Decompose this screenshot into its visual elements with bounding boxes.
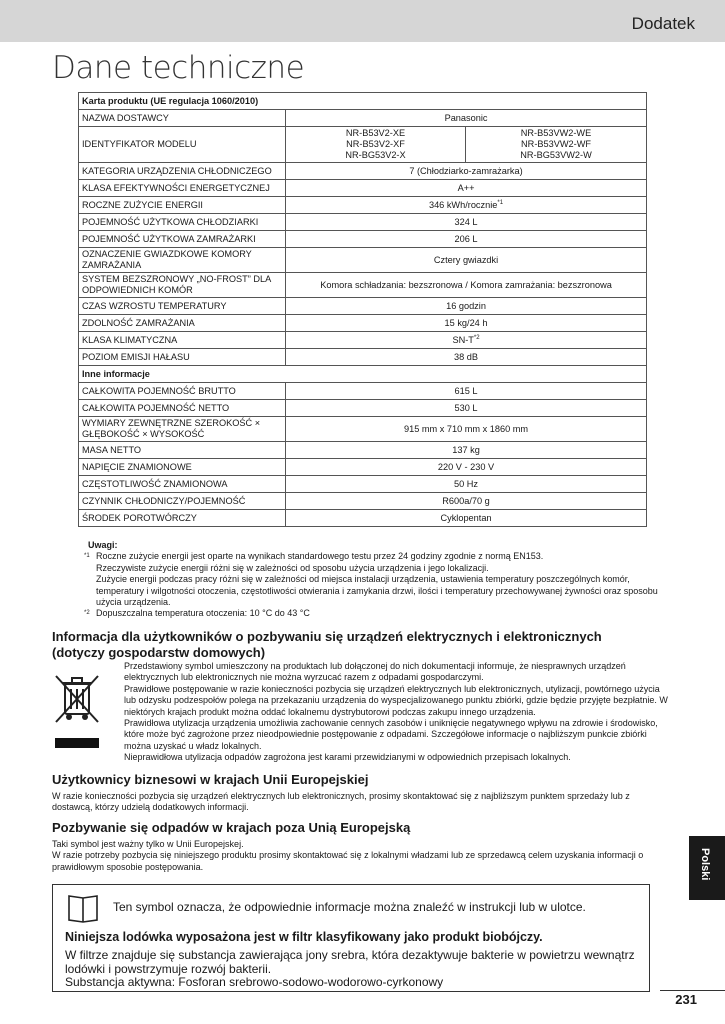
row-value-cell [286,110,647,127]
table-row [79,110,647,127]
row-value-cell [286,349,647,366]
row-label: CZĘSTOTLIWOŚĆ ZNAMIONOWA [79,476,286,493]
row-label: POJEMNOŚĆ UŻYTKOWA CHŁODZIARKI [79,214,286,231]
row-value-cell [286,442,647,459]
row-value-cell [286,197,647,214]
table-row [79,510,647,527]
row-value: 220 V - 230 V [437,461,495,472]
table-row [79,180,647,197]
row-value: 7 (Chłodziarko-zamrażarka) [409,165,523,176]
row-value-cell [286,315,647,332]
biocide-text: W filtrze znajduje się substancja zawierająca jony srebra, która dezaktywuje bakterie w powietrzu wewnątrz lodówki i powstrzymuje rozwój bakterii. Substancja aktywna: Fosforan srebrowo-sodowo-wodorowo-cyrkonowy [65,948,635,989]
table-section-header [79,93,647,110]
row-label: KATEGORIA URZĄDZENIA CHŁODNICZEGO [79,163,286,180]
book-symbol-text: Ten symbol oznacza, że odpowiednie informacje można znaleźć w instrukcji lub w ulotce. [113,900,586,914]
row-value-cell [286,180,647,197]
table-row [79,127,647,163]
product-spec-table [78,92,647,527]
row-value: SN-T [452,335,474,346]
table-row [79,163,647,180]
row-value: 137 kg [452,444,480,455]
note-2-mark: *2 [84,610,90,617]
biocide-heading: Niniejsza lodówka wyposażona jest w filtr klasyfikowany jako produkt biobójczy. [65,930,543,944]
row-label: WYMIARY ZEWNĘTRZNE SZEROKOŚĆ × GŁĘBOKOŚĆ × WYSOKOŚĆ [79,417,286,442]
row-label: CZYNNIK CHŁODNICZY/POJEMNOŚĆ [79,493,286,510]
row-value: 346 kWh/rocznie [428,200,498,211]
page-number: 231 [675,992,697,1007]
row-value: 915 mm x 710 mm x 1860 mm [403,423,529,434]
table-row [79,332,647,349]
table-row [79,315,647,332]
row-value-cell [286,332,647,349]
note-1-mark: *1 [84,553,90,560]
row-value-cell [286,231,647,248]
table-section-header [79,366,647,383]
row-label: POJEMNOŚĆ UŻYTKOWA ZAMRAŻARKI [79,231,286,248]
outside-eu-text: Taki symbol jest ważny tylko w Unii Europejskej. W razie potrzeby pozbycia się niniejszego produktu prosimy skontaktować się z lokalnymi władzami lub ze sprzedawcą celem uzyskania informacji o prawidłowym sposobie postępowania. [52,839,644,872]
row-label: SYSTEM BEZSZRONOWY „NO-FROST” DLA ODPOWIEDNICH KOMÓR [79,273,286,298]
table-row [79,273,647,298]
row-value: 38 dB [454,351,479,362]
note-1 [84,551,664,608]
row-label: CAŁKOWITA POJEMNOŚĆ NETTO [79,400,286,417]
row-value: A++ [457,182,475,193]
row-value: Cyklopentan [440,512,492,523]
row-label: OZNACZENIE GWIAZDKOWE KOMORY ZAMRAŻANIA [79,248,286,273]
table-row [79,383,647,400]
table-row [79,214,647,231]
table-row [79,400,647,417]
row-value-cell [286,417,647,442]
row-value: R600a/70 g [442,495,490,506]
note-2 [84,608,664,619]
row-value-cell [286,248,647,273]
row-label: POZIOM EMISJI HAŁASU [79,349,286,366]
table-section-title: Karta produktu (UE regulacja 1060/2010) [79,93,647,110]
row-label: ZDOLNOŚĆ ZAMRAŻANIA [79,315,286,332]
language-tab-label: Polski [699,848,711,881]
row-value: 50 Hz [454,478,479,489]
footnote-mark: *2 [473,335,480,342]
table-row [79,349,647,366]
table-section-title: Inne informacje [79,366,647,383]
row-label: CAŁKOWITA POJEMNOŚĆ BRUTTO [79,383,286,400]
book-icon [67,893,99,923]
row-value: 16 godzin [446,300,486,311]
outside-eu-heading: Pozbywanie się odpadów w krajach poza Unią Europejską [52,820,411,835]
note-1-line: Roczne zużycie energii jest oparte na wynikach standardowego testu przez 24 godziny zgodnie z normą EN153. [96,551,544,562]
row-value-cell [286,163,647,180]
table-row [79,298,647,315]
row-value-cell [286,476,647,493]
row-label: ROCZNE ZUŻYCIE ENERGII [79,197,286,214]
language-tab [689,836,725,900]
header-bar [0,0,725,42]
table-row [79,231,647,248]
business-text: W razie konieczności pozbycia się urządzeń elektrycznych lub elektronicznych, prosimy skontaktować się z najbliższym punktem sprzedaży lub z dostawcą, którzy udzielą dodatkowych informacji. [52,791,630,813]
table-row [79,197,647,214]
row-value-cell [286,273,647,298]
row-value-cell [286,493,647,510]
row-value: Komora schładzania: bezszronowa / Komora zamrażania: bezszronowa [320,279,612,290]
row-value: 206 L [454,233,478,244]
notes [84,540,664,620]
row-value-cell [286,459,647,476]
row-value-cell [286,510,647,527]
table-row [79,493,647,510]
biocide-info-box [52,884,650,992]
row-value: NR-B53VW2-WE NR-B53VW2-WF NR-BG53VW2-W [466,127,647,163]
row-label: KLASA EFEKTYWNOŚCI ENERGETYCZNEJ [79,180,286,197]
row-label: CZAS WZROSTU TEMPERATURY [79,298,286,315]
row-value-cell [286,298,647,315]
row-value: Cztery gwiazdki [433,254,499,265]
row-value: 324 L [454,216,478,227]
row-value-cell [286,400,647,417]
disposal-heading: Informacja dla użytkowników o pozbywaniu się urządzeń elektrycznych i elektronicznych (dotyczy gospodarstw domowych) [52,629,602,660]
business-heading: Użytkownicy biznesowi w krajach Unii Europejskiej [52,772,369,787]
row-label: NAZWA DOSTAWCY [79,110,286,127]
table-row [79,476,647,493]
page-title: Dane techniczne [52,50,305,86]
footnote-mark: *1 [497,200,504,207]
row-label: IDENTYFIKATOR MODELU [79,127,286,163]
note-1-line: Zużycie energii podczas pracy różni się w zależności od miejsca instalacji urządzenia, ustawienia temperatury poszczególnych komór, temperatury i wilgotności otoczenia, częstotliwości otwierania i zamykania drzwi, ilości i temperatury przechowywanej żywności oraz sposobu użycia urządzenia. [96,574,658,608]
crossed-bin-icon [52,670,102,750]
row-value: 15 kg/24 h [444,317,488,328]
note-1-line: Rzeczywiste zużycie energii różni się w zależności od sposobu użycia urządzenia i jego lokalizacji. [96,562,489,573]
table-row [79,417,647,442]
row-label: KLASA KLIMATYCZNA [79,332,286,349]
row-value: 615 L [454,385,478,396]
row-label: ŚRODEK POROTWÓRCZY [79,510,286,527]
row-value: NR-B53V2-XE NR-B53V2-XF NR-BG53V2-X [286,127,466,163]
table-row [79,248,647,273]
disposal-text: Przedstawiony symbol umieszczony na produktach lub dołączonej do nich dokumentacji informuje, że niesprawnych urządzeń elektrycznych lub elektronicznych nie można wyrzucać razem z odpadami gospodarczymi. Prawidłowe postępowanie w razie konieczności pozbycia się urządzeń elektrycznych lub elektronicznych, utylizacji, powtórnego użycia lub odzysku podzespołów polega na przekazaniu urządzenia do wyspecjalizowanego punktu zbiórki, gdzie będzie przyjęte bezpłatnie. W niektórych krajach produkt można oddać lokalnemu dystrybutorowi podczas zakupu innego urządzenia. Prawidłowa utylizacja urządzenia umożliwia zachowanie cennych zasobów i uniknięcie negatywnego wpływu na zdrowie i środowisko, które może być zagrożone przez nieodpowiednie postępowanie z odpadami. Szczegółowe informacje o najbliższym punkcie zbiórki można uzyskać u władz lokalnych. Nieprawidłowa utylizacja odpadów zagrożona jest karami przewidzianymi w odpowiednich przepisach lokalnych. [124,661,668,763]
notes-title: Uwagi: [88,540,118,550]
table-row [79,442,647,459]
row-value: 530 L [454,402,478,413]
row-label: MASA NETTO [79,442,286,459]
row-label: NAPIĘCIE ZNAMIONOWE [79,459,286,476]
section-title: Dodatek [631,14,695,33]
table-row [79,459,647,476]
row-value-cell [286,214,647,231]
row-value-cell [286,383,647,400]
row-value: Panasonic [444,112,488,123]
footer-rule [660,990,725,991]
note-2-text: Dopuszczalna temperatura otoczenia: 10 °C do 43 °C [96,608,310,619]
